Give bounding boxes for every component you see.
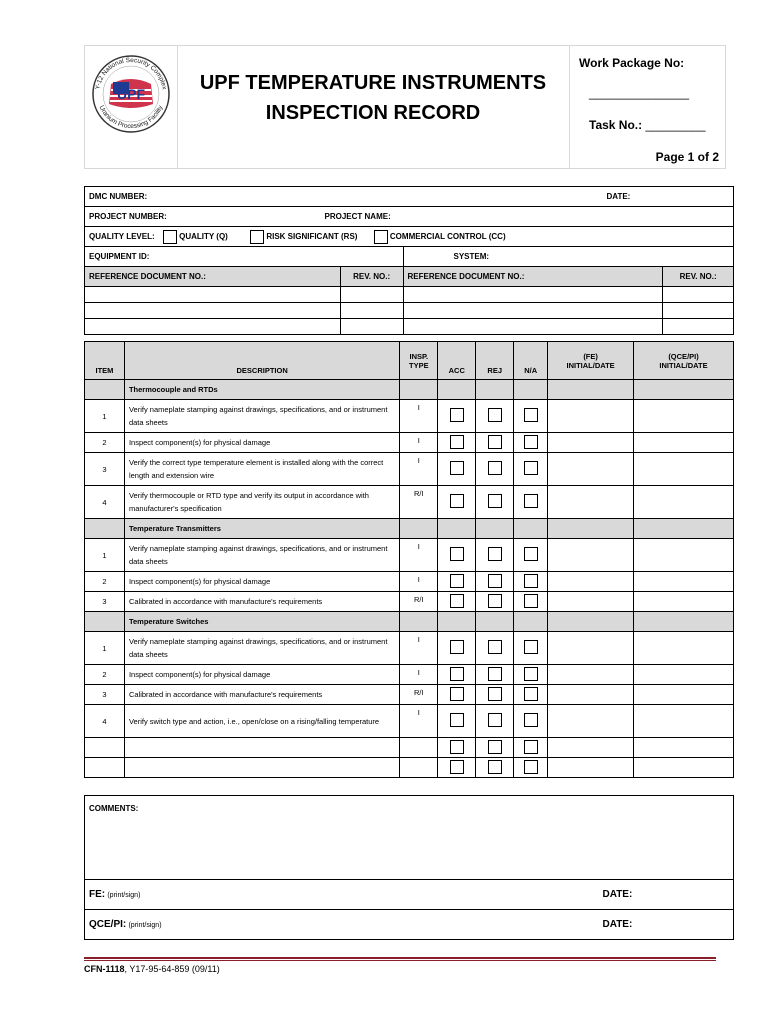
rej-checkbox[interactable] xyxy=(488,760,502,774)
comments-label: COMMENTS: xyxy=(89,804,139,813)
item-description: Inspect component(s) for physical damage xyxy=(124,572,399,592)
item-description: Verify nameplate stamping against drawings, specifications, and or instrument data sheets xyxy=(124,539,399,572)
quality-q-checkbox[interactable] xyxy=(163,230,177,244)
fe-initial-date[interactable] xyxy=(548,400,634,433)
category-row xyxy=(85,380,734,400)
quality-level-label: QUALITY LEVEL: xyxy=(89,231,155,241)
na-checkbox[interactable] xyxy=(524,494,538,508)
qce-initial-date[interactable] xyxy=(634,685,734,705)
fe-initial-date[interactable] xyxy=(548,738,634,758)
table-row xyxy=(85,738,734,758)
fe-note: (print/sign) xyxy=(107,892,141,899)
acc-checkbox[interactable] xyxy=(450,594,464,608)
ref-doc-cell[interactable] xyxy=(85,287,341,303)
qce-initial-date[interactable] xyxy=(634,592,734,612)
insp-type: R/I xyxy=(400,592,438,612)
item-description xyxy=(124,758,399,778)
item-description: Verify nameplate stamping against drawings, specifications, and or instrument data sheets xyxy=(124,632,399,665)
item-description: Verify switch type and action, i.e., open/close on a rising/falling temperature xyxy=(124,705,399,738)
item-description: Inspect component(s) for physical damage xyxy=(124,665,399,685)
footer-rule xyxy=(84,957,716,959)
inspection-header-row xyxy=(85,342,734,380)
work-package-cell xyxy=(569,46,725,168)
fe-initial-date[interactable] xyxy=(548,758,634,778)
rej-checkbox[interactable] xyxy=(488,687,502,701)
fe-initial-date[interactable] xyxy=(548,572,634,592)
insp-type: I xyxy=(400,705,438,738)
ref-doc-cell[interactable] xyxy=(85,319,341,335)
rev-no-cell[interactable] xyxy=(663,319,734,335)
rev-no-label-1: REV. NO.: xyxy=(353,272,391,281)
insp-type: R/I xyxy=(400,685,438,705)
insp-type xyxy=(400,738,438,758)
category-title: Thermocouple and RTDs xyxy=(124,380,399,400)
ref-doc-label-1: REFERENCE DOCUMENT NO.: xyxy=(89,272,206,281)
col-qce: (QCE/PI) INITIAL/DATE xyxy=(634,342,734,380)
ref-doc-cell[interactable] xyxy=(85,303,341,319)
fe-initial-date[interactable] xyxy=(548,486,634,519)
qce-initial-date[interactable] xyxy=(634,632,734,665)
rej-checkbox[interactable] xyxy=(488,594,502,608)
na-checkbox[interactable] xyxy=(524,667,538,681)
table-row xyxy=(85,572,734,592)
item-number: 4 xyxy=(85,705,125,738)
qce-initial-date[interactable] xyxy=(634,486,734,519)
qce-initial-date[interactable] xyxy=(634,539,734,572)
qce-initial-date[interactable] xyxy=(634,758,734,778)
na-checkbox[interactable] xyxy=(524,760,538,774)
general-info-table xyxy=(84,186,734,335)
risk-significant-checkbox[interactable] xyxy=(250,230,264,244)
insp-type: I xyxy=(400,400,438,433)
col-acc: ACC xyxy=(438,342,476,380)
item-number xyxy=(85,738,125,758)
project-number-label: PROJECT NUMBER: xyxy=(89,212,167,221)
ref-doc-cell[interactable] xyxy=(403,303,663,319)
na-checkbox[interactable] xyxy=(524,574,538,588)
col-insp-type: INSP. TYPE xyxy=(400,342,438,380)
rej-checkbox[interactable] xyxy=(488,713,502,727)
na-checkbox[interactable] xyxy=(524,687,538,701)
rej-checkbox[interactable] xyxy=(488,740,502,754)
quality-q-label: QUALITY (Q) xyxy=(179,231,228,241)
table-row xyxy=(85,486,734,519)
item-number: 2 xyxy=(85,665,125,685)
qce-initial-date[interactable] xyxy=(634,572,734,592)
qce-initial-date[interactable] xyxy=(634,665,734,685)
task-field[interactable]: _________ xyxy=(645,118,706,132)
insp-type: I xyxy=(400,433,438,453)
item-number: 1 xyxy=(85,632,125,665)
commercial-control-label: COMMERCIAL CONTROL (CC) xyxy=(389,231,506,241)
comments-box[interactable] xyxy=(85,796,734,880)
na-checkbox[interactable] xyxy=(524,713,538,727)
item-description: Verify the correct type temperature element is installed along with the correct length and extension wire xyxy=(124,453,399,486)
rev-no-label-2: REV. NO.: xyxy=(679,272,717,281)
item-number: 3 xyxy=(85,685,125,705)
item-number: 3 xyxy=(85,592,125,612)
acc-checkbox[interactable] xyxy=(450,687,464,701)
footer-rule-thin xyxy=(84,960,716,961)
acc-checkbox[interactable] xyxy=(450,667,464,681)
page-number: Page 1 of 2 xyxy=(655,150,719,164)
task-label: Task No.: xyxy=(589,118,643,132)
acc-checkbox[interactable] xyxy=(450,574,464,588)
rev-no-cell[interactable] xyxy=(663,287,734,303)
logo-cell xyxy=(85,46,178,168)
table-row xyxy=(85,758,734,778)
rej-checkbox[interactable] xyxy=(488,547,502,561)
item-number: 4 xyxy=(85,486,125,519)
item-number: 2 xyxy=(85,572,125,592)
logo-center-text: UPF xyxy=(117,86,145,102)
rej-checkbox[interactable] xyxy=(488,640,502,654)
qce-initial-date[interactable] xyxy=(634,453,734,486)
system-label: SYSTEM: xyxy=(453,252,490,261)
qce-label: QCE/PI: xyxy=(89,919,127,930)
table-row xyxy=(85,539,734,572)
ref-doc-cell[interactable] xyxy=(403,319,663,335)
na-checkbox[interactable] xyxy=(524,594,538,608)
fe-initial-date[interactable] xyxy=(548,433,634,453)
rej-checkbox[interactable] xyxy=(488,574,502,588)
qce-initial-date[interactable] xyxy=(634,400,734,433)
fe-initial-date[interactable] xyxy=(548,592,634,612)
table-row xyxy=(85,592,734,612)
na-checkbox[interactable] xyxy=(524,740,538,754)
item-description: Calibrated in accordance with manufacture's requirements xyxy=(124,592,399,612)
col-fe: (FE) INITIAL/DATE xyxy=(548,342,634,380)
fe-initial-date[interactable] xyxy=(548,539,634,572)
table-row xyxy=(85,400,734,433)
col-rej: REJ xyxy=(476,342,514,380)
rev-no-cell[interactable] xyxy=(340,303,403,319)
insp-type: I xyxy=(400,632,438,665)
work-package-field[interactable]: _______________ xyxy=(589,86,690,100)
form-code-footer xyxy=(84,964,220,974)
qce-initial-date[interactable] xyxy=(634,433,734,453)
rev-no-cell[interactable] xyxy=(340,319,403,335)
title-cell xyxy=(177,46,570,168)
table-row xyxy=(85,685,734,705)
item-description: Calibrated in accordance with manufacture's requirements xyxy=(124,685,399,705)
page-title-line1: UPF TEMPERATURE INSTRUMENTS xyxy=(199,72,547,94)
na-checkbox[interactable] xyxy=(524,408,538,422)
item-description: Verify nameplate stamping against drawings, specifications, and or instrument data sheets xyxy=(124,400,399,433)
equipment-id-label: EQUIPMENT ID: xyxy=(89,252,150,261)
item-number: 3 xyxy=(85,453,125,486)
fe-initial-date[interactable] xyxy=(548,632,634,665)
acc-checkbox[interactable] xyxy=(450,760,464,774)
rej-checkbox[interactable] xyxy=(488,667,502,681)
inspection-table xyxy=(84,341,734,778)
item-description xyxy=(124,738,399,758)
col-na: N/A xyxy=(514,342,548,380)
page-title-line2: INSPECTION RECORD xyxy=(265,102,481,124)
insp-type: I xyxy=(400,539,438,572)
rej-checkbox[interactable] xyxy=(488,461,502,475)
acc-checkbox[interactable] xyxy=(450,435,464,449)
na-checkbox[interactable] xyxy=(524,461,538,475)
item-description: Inspect component(s) for physical damage xyxy=(124,433,399,453)
fe-initial-date[interactable] xyxy=(548,665,634,685)
project-name-label: PROJECT NAME: xyxy=(324,212,391,221)
insp-type: I xyxy=(400,665,438,685)
category-title: Temperature Transmitters xyxy=(124,519,399,539)
na-checkbox[interactable] xyxy=(524,640,538,654)
table-row xyxy=(85,665,734,685)
acc-checkbox[interactable] xyxy=(450,640,464,654)
rev-no-cell[interactable] xyxy=(340,287,403,303)
rej-checkbox[interactable] xyxy=(488,435,502,449)
item-number: 1 xyxy=(85,539,125,572)
work-package-label: Work Package No: xyxy=(579,56,685,70)
acc-checkbox[interactable] xyxy=(450,740,464,754)
ref-doc-cell[interactable] xyxy=(403,287,663,303)
qce-date-label: DATE: xyxy=(602,919,633,930)
insp-type: I xyxy=(400,453,438,486)
acc-checkbox[interactable] xyxy=(450,494,464,508)
date-label: DATE: xyxy=(606,192,631,201)
acc-checkbox[interactable] xyxy=(450,461,464,475)
na-checkbox[interactable] xyxy=(524,435,538,449)
insp-type xyxy=(400,758,438,778)
logo-top-text: Y-12 National Security Complex xyxy=(94,56,168,91)
item-number: 2 xyxy=(85,433,125,453)
form-code: CFN-1118 xyxy=(84,964,125,974)
commercial-control-checkbox[interactable] xyxy=(374,230,388,244)
acc-checkbox[interactable] xyxy=(450,547,464,561)
rev-no-cell[interactable] xyxy=(663,303,734,319)
category-row xyxy=(85,519,734,539)
qce-initial-date[interactable] xyxy=(634,705,734,738)
table-row xyxy=(85,705,734,738)
acc-checkbox[interactable] xyxy=(450,713,464,727)
fe-initial-date[interactable] xyxy=(548,685,634,705)
table-row xyxy=(85,632,734,665)
qce-note: (print/sign) xyxy=(128,922,162,929)
fe-label: FE: xyxy=(89,889,106,900)
fe-date-label: DATE: xyxy=(602,889,633,900)
table-row xyxy=(85,433,734,453)
document-header xyxy=(84,45,726,169)
na-checkbox[interactable] xyxy=(524,547,538,561)
fe-initial-date[interactable] xyxy=(548,453,634,486)
upf-logo xyxy=(85,46,177,168)
qce-initial-date[interactable] xyxy=(634,738,734,758)
rej-checkbox[interactable] xyxy=(488,494,502,508)
insp-type: I xyxy=(400,572,438,592)
form-code-rest: , Y17-95-64-859 (09/11) xyxy=(124,964,220,974)
col-description: DESCRIPTION xyxy=(124,342,399,380)
table-row xyxy=(85,453,734,486)
insp-type: R/I xyxy=(400,486,438,519)
category-row xyxy=(85,612,734,632)
acc-checkbox[interactable] xyxy=(450,408,464,422)
logo-bottom-text: Uranium Processing Facility xyxy=(97,104,165,131)
rej-checkbox[interactable] xyxy=(488,408,502,422)
ref-doc-label-2: REFERENCE DOCUMENT NO.: xyxy=(407,272,525,281)
item-number xyxy=(85,758,125,778)
col-item: ITEM xyxy=(85,342,125,380)
risk-significant-label: RISK SIGNIFICANT (RS) xyxy=(266,231,358,241)
item-number: 1 xyxy=(85,400,125,433)
category-title: Temperature Switches xyxy=(124,612,399,632)
dmc-number-label: DMC NUMBER: xyxy=(89,192,148,201)
fe-initial-date[interactable] xyxy=(548,705,634,738)
item-description: Verify thermocouple or RTD type and verify its output in accordance with manufacturer's specification xyxy=(124,486,399,519)
signature-table xyxy=(84,795,734,940)
